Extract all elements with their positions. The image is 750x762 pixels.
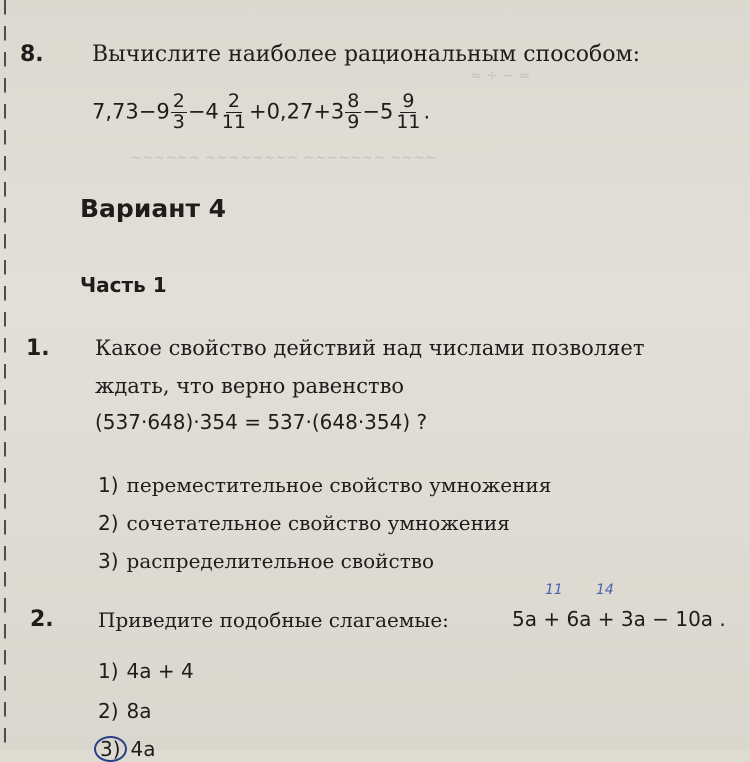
option-text: распределительное свойство [126, 549, 435, 573]
term: −4 [187, 99, 219, 124]
numerator: 2 [227, 90, 240, 112]
numerator: 9 [402, 90, 415, 112]
task-prompt: Вычислите наиболее рациональным способом: [92, 42, 641, 67]
option-number: 1) [98, 473, 119, 497]
task-number: 2. [30, 607, 54, 632]
denominator: 3 [172, 110, 185, 133]
denominator: 11 [221, 110, 246, 133]
option-number: 2) [98, 699, 119, 723]
option-text: сочетательное свойство умножения [126, 511, 510, 535]
answer-option [98, 473, 551, 497]
task-prompt-line: Какое свойство действий над числами позволяет [95, 336, 645, 360]
answer-option [98, 659, 194, 683]
math-expression: 5a + 6a + 3a − 10a . [512, 607, 726, 631]
term: +0,27+3 [248, 99, 345, 124]
task-prompt-line: ждать, что верно равенство [95, 374, 405, 398]
answer-option [98, 511, 510, 535]
fraction [171, 92, 187, 133]
fraction [394, 92, 422, 133]
option-number: 2) [98, 511, 119, 535]
fraction [220, 92, 248, 133]
option-text: переместительное свойство умножения [126, 473, 552, 497]
margin-line [4, 0, 6, 750]
pencil-mark: 14 [596, 582, 614, 598]
equation: (537·648)·354 = 537·(648·354) ? [95, 410, 428, 434]
answer-option [98, 699, 152, 723]
task-number: 8. [20, 42, 44, 67]
answer-option [98, 549, 434, 573]
denominator: 9 [347, 110, 360, 133]
bleed-through: ∼∼∼∼∼∼ ∼∼∼∼∼∼∼∼ ∼∼∼∼∼∼∼ ∼∼∼∼ [130, 150, 437, 166]
circled-option-number: 3) [94, 736, 127, 762]
numerator: 8 [347, 90, 360, 112]
task-number: 1. [26, 336, 50, 361]
option-text: 4a [130, 737, 156, 761]
term: −5 [362, 99, 394, 124]
task-prompt: Приведите подобные слагаемые: [98, 608, 449, 632]
denominator: 11 [396, 110, 421, 133]
bleed-through: ≈ ∻ ∼ ≈ [470, 68, 531, 84]
pencil-mark: 11 [545, 582, 563, 598]
fraction [345, 92, 361, 133]
option-number: 1) [98, 659, 119, 683]
answer-option [98, 736, 156, 762]
math-expression [92, 92, 430, 133]
term: . [423, 99, 431, 124]
variant-heading: Вариант 4 [80, 194, 227, 223]
option-text: 4a + 4 [126, 659, 194, 683]
part-heading: Часть 1 [80, 273, 167, 297]
option-text: 8a [126, 699, 152, 723]
numerator: 2 [172, 90, 185, 112]
option-number: 3) [98, 549, 119, 573]
term: 7,73−9 [92, 99, 170, 124]
